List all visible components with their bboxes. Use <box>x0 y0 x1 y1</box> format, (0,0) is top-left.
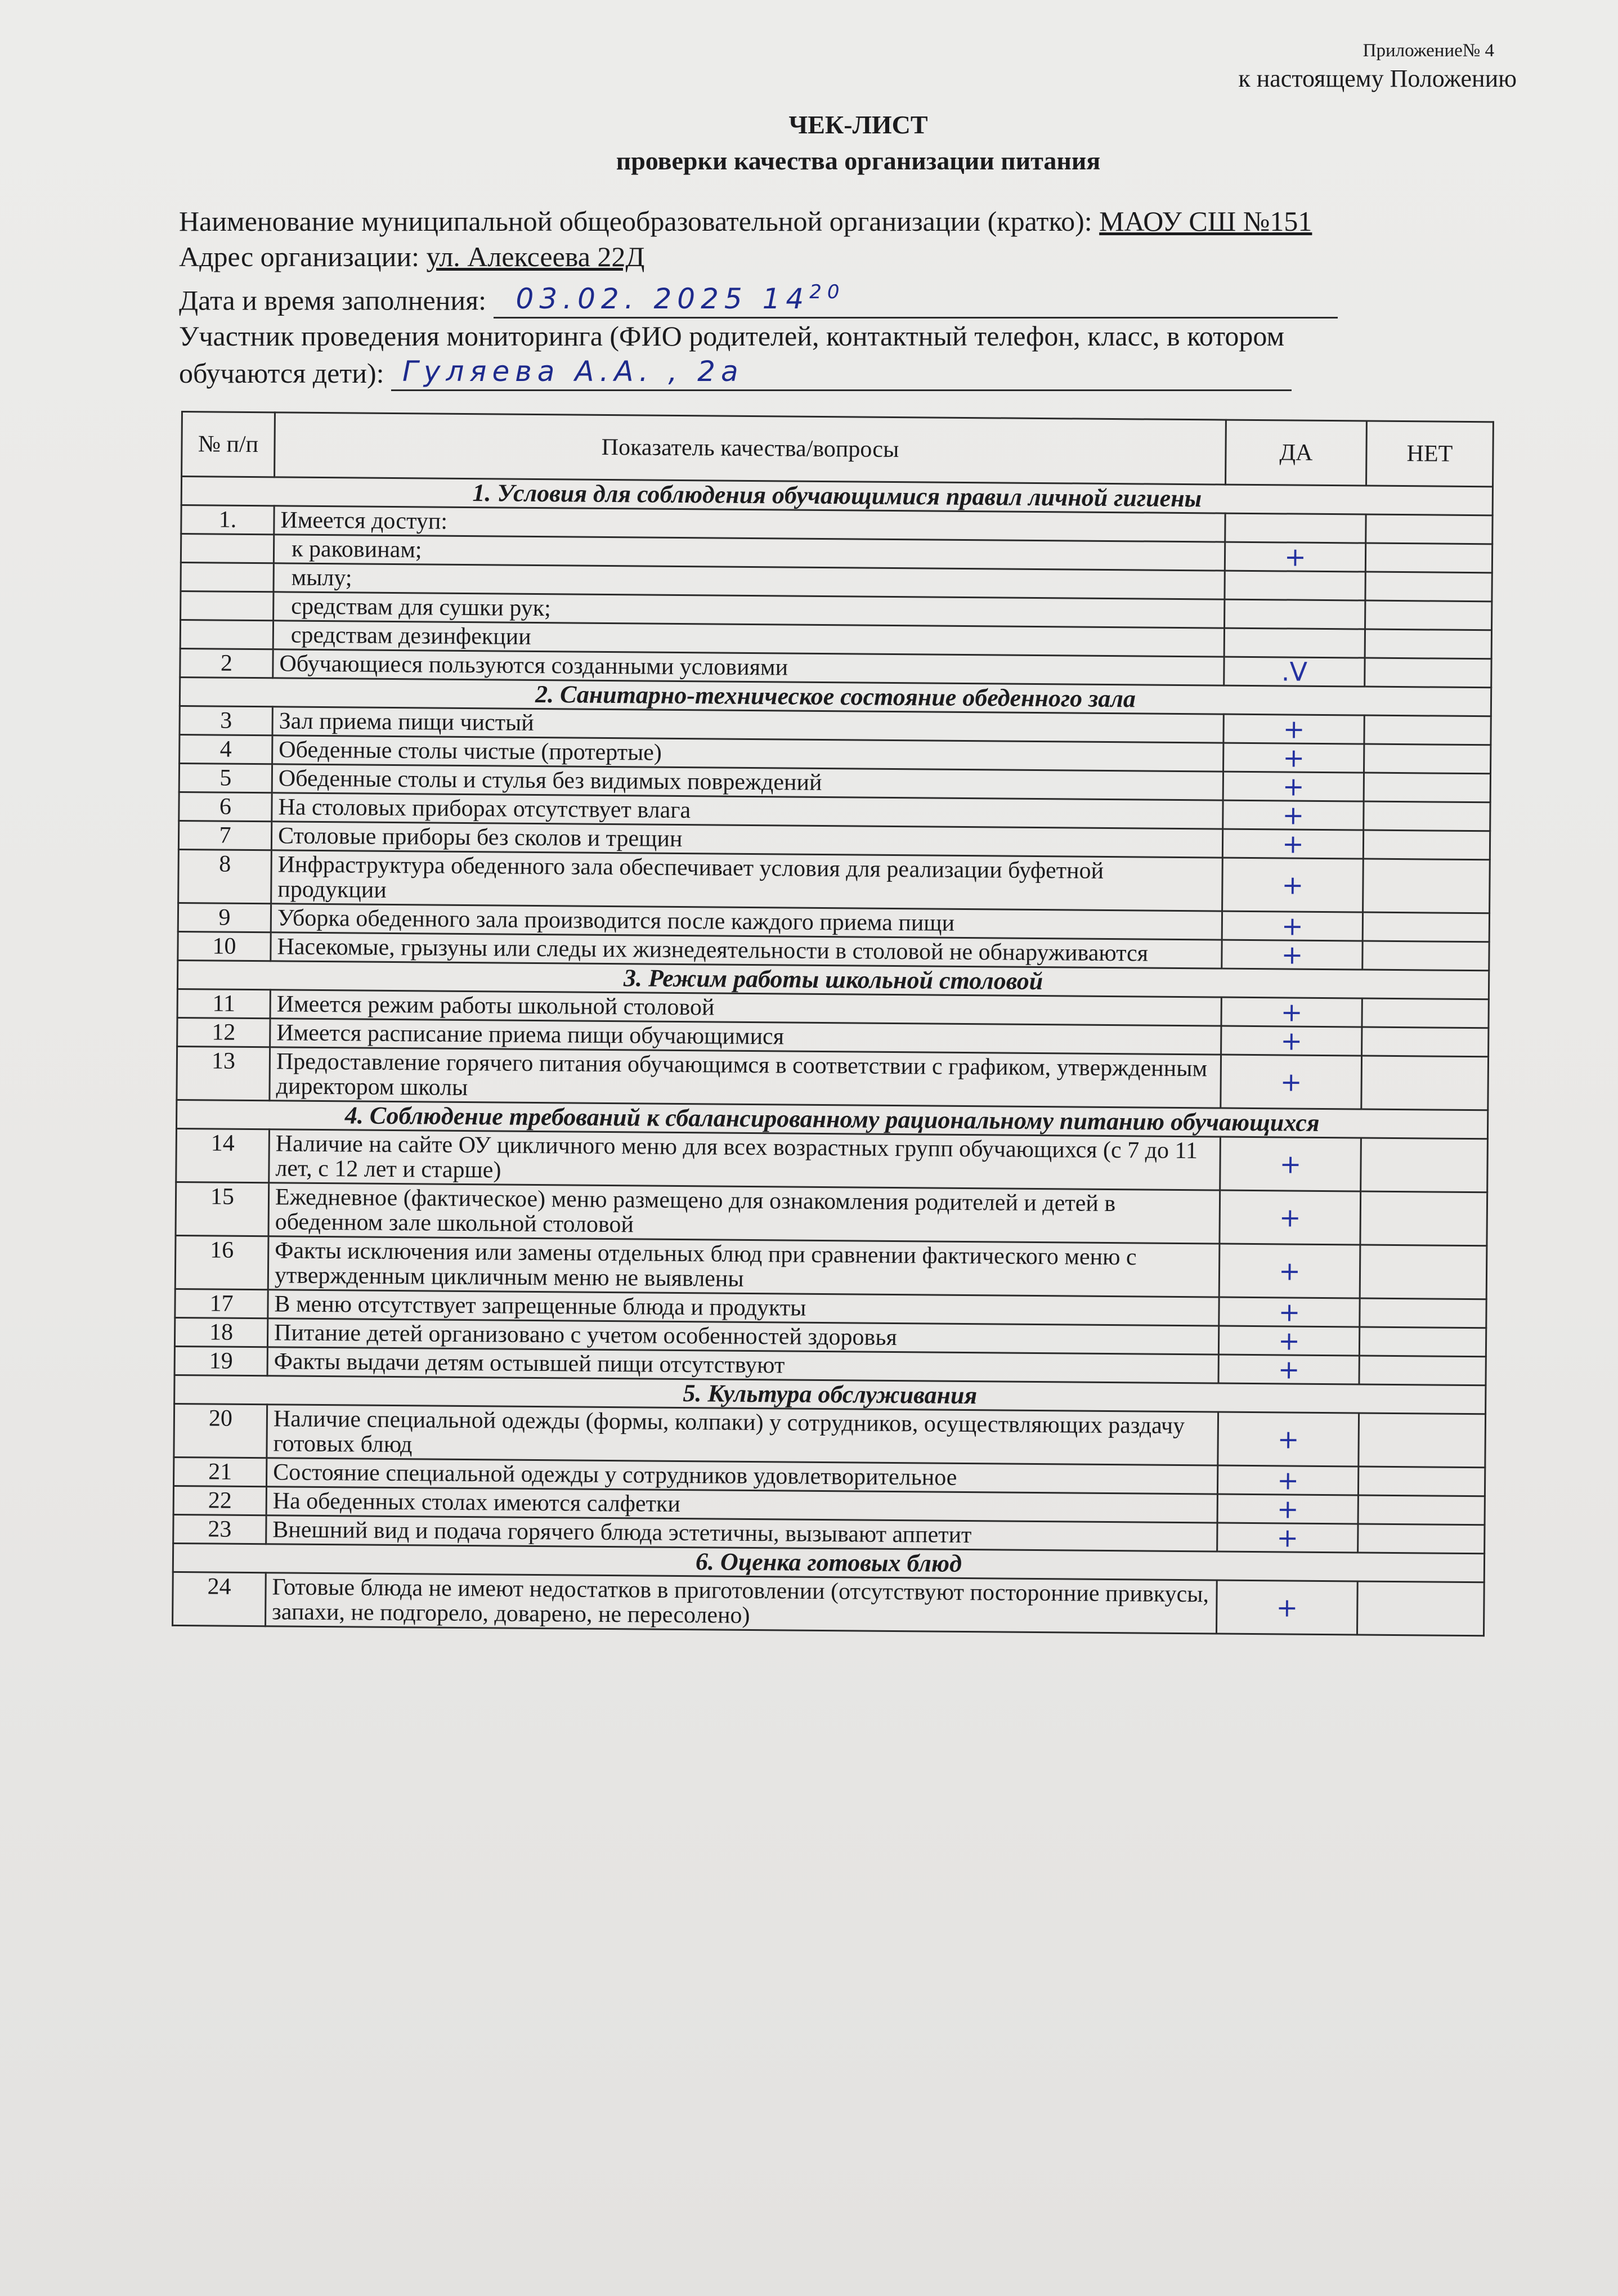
yes-mark-cell: + <box>1218 1355 1359 1384</box>
row-question: к раковинам; <box>274 535 1225 571</box>
header-question: Показатель качества/вопросы <box>275 412 1226 485</box>
section-title: 6. Оценка готовых блюд <box>173 1543 1484 1582</box>
yes-mark-cell: + <box>1225 542 1365 572</box>
row-question: На обеденных столах имеются салфетки <box>266 1487 1217 1523</box>
yes-mark-cell: + <box>1218 1412 1359 1467</box>
table-row <box>176 1182 1487 1245</box>
row-number: 2 <box>180 648 273 678</box>
section-title: 1. Условия для соблюдения обучающимися правил личной гигиены <box>181 477 1492 515</box>
org-row <box>179 204 1440 239</box>
row-number: 6 <box>179 792 272 821</box>
yes-mark-cell <box>1224 628 1365 658</box>
yes-mark-cell: + <box>1221 997 1362 1027</box>
yes-mark-cell <box>1225 513 1366 543</box>
appendix-number: Приложение№ 4 <box>1362 41 1494 61</box>
no-mark-cell <box>1366 514 1492 544</box>
title-line-1: ЧЕК-ЛИСТ <box>788 110 928 139</box>
row-number: 15 <box>176 1182 269 1236</box>
appendix-note <box>1238 38 1517 95</box>
row-number <box>181 563 274 592</box>
row-question: средствам дезинфекции <box>273 621 1224 657</box>
no-mark-cell <box>1360 1245 1487 1299</box>
row-number: 21 <box>173 1457 266 1486</box>
yes-mark-cell: + <box>1223 800 1364 830</box>
row-question: средствам для сушки рук; <box>274 592 1225 628</box>
row-number: 16 <box>175 1235 268 1289</box>
appendix-reference: к настоящему Положению <box>1238 65 1517 92</box>
row-question: На столовых приборах отсутствует влага <box>272 793 1223 829</box>
header-no: НЕТ <box>1366 421 1494 487</box>
yes-mark-cell: + <box>1222 829 1363 859</box>
section-title: 3. Режим работы школьной столовой <box>177 960 1489 999</box>
row-number: 8 <box>178 849 272 903</box>
row-question: Питание детей организовано с учетом особенностей здоровья <box>267 1319 1218 1355</box>
row-number: 9 <box>178 903 271 932</box>
row-number: 22 <box>173 1486 266 1515</box>
no-mark-cell <box>1365 543 1492 573</box>
address-row <box>179 239 1440 275</box>
row-number: 17 <box>175 1289 268 1318</box>
row-question: Обеденные столы и стулья без видимых повреждений <box>272 764 1223 800</box>
row-number: 11 <box>177 989 270 1018</box>
row-number: 12 <box>177 1017 270 1047</box>
row-number: 5 <box>179 763 272 792</box>
row-question: Инфраструктура обеденного зала обеспечивает условия для реализации буфетной продукции <box>271 850 1223 911</box>
no-mark-cell <box>1363 859 1490 913</box>
table-row <box>176 1128 1488 1192</box>
row-question: Имеется доступ: <box>274 506 1225 542</box>
row-question: Внешний вид и подача горячего блюда эстетичны, вызывают аппетит <box>266 1515 1217 1551</box>
row-question: Зал приема пищи чистый <box>272 707 1223 743</box>
address-value: ул. Алексеева 22Д <box>426 241 645 272</box>
no-mark-cell <box>1365 629 1491 659</box>
row-number: 1. <box>181 505 274 535</box>
title-line-2: проверки качества организации питания <box>616 146 1101 175</box>
row-question: Факты исключения или замены отдельных блюд при сравнении фактического меню с утвержденным цикличным меню не выявлены <box>268 1236 1220 1297</box>
row-number: 7 <box>178 820 271 850</box>
yes-mark-cell: + <box>1223 714 1364 744</box>
header-num: № п/п <box>182 412 275 477</box>
yes-mark-cell: + <box>1219 1244 1360 1298</box>
no-mark-cell <box>1365 658 1491 688</box>
checklist-table <box>172 411 1494 1636</box>
row-number: 18 <box>174 1317 267 1347</box>
yes-mark-cell: + <box>1217 1465 1358 1495</box>
yes-mark-cell: + <box>1217 1494 1358 1524</box>
no-mark-cell <box>1364 715 1491 745</box>
row-question: Обеденные столы чистые (протертые) <box>272 736 1223 772</box>
section-title: 5. Культура обслуживания <box>174 1375 1486 1414</box>
yes-mark-cell: + <box>1222 911 1362 941</box>
no-mark-cell <box>1365 572 1492 602</box>
no-mark-cell <box>1358 1524 1485 1554</box>
row-number: 14 <box>176 1128 270 1182</box>
row-number: 13 <box>177 1046 270 1100</box>
row-number <box>181 534 274 563</box>
no-mark-cell <box>1361 1138 1488 1192</box>
no-mark-cell <box>1362 1027 1489 1057</box>
address-label: Адрес организации: <box>179 241 420 272</box>
row-number: 20 <box>174 1403 267 1458</box>
table-row <box>173 1572 1485 1635</box>
yes-mark-cell: + <box>1220 1137 1361 1191</box>
row-question: Готовые блюда не имеют недостатков в приготовлении (отсутствуют посторонние привкусы, запахи, не подгорело, доварено, не пересолено) <box>266 1573 1217 1634</box>
row-number: 10 <box>178 931 271 961</box>
yes-mark-cell: + <box>1217 1523 1358 1553</box>
no-mark-cell <box>1362 912 1489 942</box>
no-mark-cell <box>1358 1495 1485 1525</box>
no-mark-cell <box>1364 801 1490 831</box>
row-question: Уборка обеденного зала производится после каждого приема пищи <box>271 904 1222 940</box>
row-number: 19 <box>174 1346 267 1375</box>
table-body <box>173 477 1493 1636</box>
row-question: Предоставление горячего питания обучающимся в соответствии с графиком, утвержденным директором школы <box>270 1047 1221 1108</box>
yes-mark-cell: + <box>1222 858 1364 912</box>
row-question: Наличие на сайте ОУ цикличного меню для всех возрастных групп обучающихся (с 7 до 11 лет, с 12 лет и старше) <box>269 1129 1221 1190</box>
yes-mark-cell: + <box>1220 1190 1361 1245</box>
row-question: Столовые приборы без сколов и трещин <box>271 822 1222 858</box>
yes-mark-cell: .V <box>1224 657 1365 687</box>
yes-mark-cell: + <box>1223 772 1364 801</box>
info-block <box>179 204 1440 391</box>
row-number <box>181 591 274 621</box>
row-number <box>180 620 273 649</box>
org-label: Наименование муниципальной общеобразовательной организации (кратко): <box>179 205 1092 237</box>
yes-mark-cell: + <box>1219 1297 1360 1327</box>
section-title: 4. Соблюдение требований к сбалансированному рациональному питанию обучающихся <box>176 1100 1487 1138</box>
row-question: Факты выдачи детям остывшей пищи отсутствуют <box>267 1347 1218 1383</box>
no-mark-cell <box>1359 1413 1486 1468</box>
date-row <box>179 275 1440 319</box>
date-fill-line <box>494 275 1338 319</box>
row-number: 23 <box>173 1514 266 1544</box>
no-mark-cell <box>1358 1467 1485 1496</box>
participant-label-2: обучаются дети): <box>179 357 384 389</box>
no-mark-cell <box>1362 941 1489 971</box>
row-question: Имеется режим работы школьной столовой <box>270 990 1221 1026</box>
yes-mark-cell: + <box>1222 940 1362 970</box>
row-question: мылу; <box>274 563 1225 599</box>
participant-row-2 <box>179 354 1440 391</box>
date-handwriting: 03.02. 2025 14 <box>516 282 810 315</box>
table-row <box>175 1235 1487 1299</box>
table-header-row <box>182 412 1494 487</box>
row-question: Обучающиеся пользуются созданными условиями <box>273 649 1224 685</box>
no-mark-cell <box>1362 998 1489 1028</box>
yes-mark-cell <box>1225 571 1365 600</box>
header-yes: ДА <box>1226 420 1367 486</box>
no-mark-cell <box>1360 1298 1486 1328</box>
row-number: 24 <box>173 1572 266 1626</box>
yes-mark-cell <box>1225 599 1365 629</box>
no-mark-cell <box>1364 773 1490 802</box>
yes-mark-cell: + <box>1221 1055 1362 1109</box>
row-number: 4 <box>180 734 272 764</box>
yes-mark-cell: + <box>1221 1026 1362 1056</box>
no-mark-cell <box>1357 1581 1484 1636</box>
participant-handwriting: Гуляева А.А. , 2а <box>402 355 744 388</box>
section-title: 2. Санитарно-техническое состояние обеденного зала <box>180 677 1491 716</box>
participant-label: Участник проведения мониторинга (ФИО родителей, контактный телефон, класс, в котором <box>179 320 1285 352</box>
yes-mark-cell: + <box>1218 1326 1359 1356</box>
table-row <box>174 1403 1486 1467</box>
row-question: Насекомые, грызуны или следы их жизнедеятельности в столовой не обнаруживаются <box>271 932 1222 968</box>
no-mark-cell <box>1359 1356 1486 1385</box>
row-question: В меню отсутствует запрещенные блюда и продукты <box>268 1290 1219 1326</box>
participant-row <box>179 319 1440 354</box>
org-value: МАОУ СШ №151 <box>1099 205 1312 237</box>
time-superscript: 20 <box>809 281 845 303</box>
row-question: Состояние специальной одежды у сотрудников удовлетворительное <box>266 1458 1217 1494</box>
row-question: Ежедневное (фактическое) меню размещено для ознакомления родителей и детей в обеденном зале школьной столовой <box>268 1183 1220 1244</box>
date-label: Дата и время заполнения: <box>179 284 487 316</box>
no-mark-cell <box>1364 744 1491 774</box>
no-mark-cell <box>1361 1056 1489 1110</box>
no-mark-cell <box>1360 1191 1487 1246</box>
no-mark-cell <box>1365 600 1492 630</box>
no-mark-cell <box>1363 830 1490 860</box>
no-mark-cell <box>1359 1327 1486 1357</box>
document-title <box>563 107 1154 179</box>
row-question: Имеется расписание приема пищи обучающимися <box>270 1019 1221 1055</box>
yes-mark-cell: + <box>1216 1580 1357 1635</box>
row-number: 3 <box>180 706 272 735</box>
row-question: Наличие специальной одежды (формы, колпаки) у сотрудников, осуществляющих раздачу готовых блюд <box>267 1405 1218 1465</box>
participant-fill-line <box>391 354 1292 391</box>
yes-mark-cell: + <box>1223 743 1364 773</box>
